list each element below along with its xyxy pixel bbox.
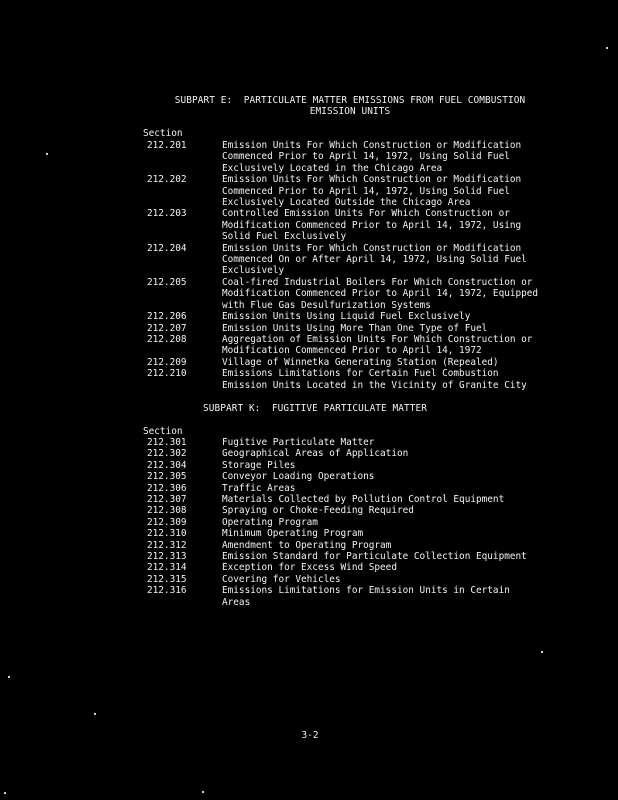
section-title: Emission Units For Which Construction or Modification Commenced On or After April 14, 1972, Using Solid Fuel Exclusively xyxy=(222,242,527,277)
toc-entry xyxy=(147,334,587,357)
section-number: 212.201 xyxy=(147,140,187,151)
scan-speck xyxy=(606,47,608,49)
section-title: Traffic Areas xyxy=(222,482,296,494)
subpart-e-section-label: Section xyxy=(143,128,183,139)
section-number: 212.210 xyxy=(147,368,187,380)
scan-speck xyxy=(94,713,96,715)
toc-entry xyxy=(147,471,587,482)
toc-entry xyxy=(147,311,587,322)
toc-entry xyxy=(147,460,587,471)
section-title: Coal-fired Industrial Boilers For Which Construction or Modification Commenced Prior to April 14, 1972, Equipped with Flue Gas Desulfurization Systems xyxy=(222,276,539,311)
section-number: 212.309 xyxy=(147,516,187,528)
section-number: 212.301 xyxy=(147,437,187,448)
section-number: 212.312 xyxy=(147,539,187,551)
section-title: Emission Units For Which Construction or Modification Commenced Prior to April 14, 1972, Using Solid Fuel Exclusively Located in the Chicago Area xyxy=(222,140,522,174)
section-number: 212.207 xyxy=(147,322,187,334)
toc-entry xyxy=(147,483,587,494)
section-title: Aggregation of Emission Units For Which Construction or Modification Commenced Prior to April 14, 1972 xyxy=(222,333,533,357)
toc-entry xyxy=(147,174,587,208)
subpart-k-toc xyxy=(147,437,587,608)
section-title: Materials Collected by Pollution Control Equipment xyxy=(222,494,505,506)
toc-entry xyxy=(147,140,587,174)
section-title: Emissions Limitations for Emission Units in Certain Areas xyxy=(222,585,510,608)
scan-speck xyxy=(8,676,10,678)
toc-entry xyxy=(147,585,587,608)
section-title: Village of Winnetka Generating Station (Repealed) xyxy=(222,356,499,368)
scan-speck xyxy=(4,792,6,794)
scan-speck xyxy=(202,791,204,793)
section-title: Emission Units For Which Construction or Modification Commenced Prior to April 14, 1972, Using Solid Fuel Exclusively Located Outside the Chicago Area xyxy=(222,174,522,209)
toc-entry xyxy=(147,562,587,573)
toc-entry xyxy=(147,448,587,459)
section-title: Emission Standard for Particulate Collection Equipment xyxy=(222,551,527,563)
section-number: 212.206 xyxy=(147,311,187,323)
toc-entry xyxy=(147,517,587,528)
section-number: 212.304 xyxy=(147,459,187,471)
subpart-k-section-label: Section xyxy=(143,426,183,437)
section-number: 212.305 xyxy=(147,471,187,483)
section-number: 212.203 xyxy=(147,208,187,220)
section-title: Exception for Excess Wind Speed xyxy=(222,562,397,574)
subpart-k-title: SUBPART K: FUGITIVE PARTICULATE MATTER xyxy=(202,403,428,414)
scan-speck xyxy=(541,651,543,653)
section-title: Emission Units Using More Than One Type of Fuel xyxy=(222,322,488,334)
page-number: 3-2 xyxy=(301,730,319,741)
toc-entry xyxy=(147,551,587,562)
toc-entry xyxy=(147,357,587,368)
subpart-e-toc xyxy=(147,140,587,391)
section-title: Emissions Limitations for Certain Fuel Combustion Emission Units Located in the Vicinity of Granite City xyxy=(222,368,527,391)
section-title: Controlled Emission Units For Which Construction or Modification Commenced Prior to April 14, 1972, Using Solid Fuel Exclusively xyxy=(222,208,522,243)
section-number: 212.315 xyxy=(147,573,187,585)
section-number: 212.306 xyxy=(147,482,187,494)
section-number: 212.313 xyxy=(147,551,187,563)
scan-speck xyxy=(46,153,48,155)
toc-entry xyxy=(147,243,587,277)
toc-entry xyxy=(147,277,587,311)
toc-entry xyxy=(147,494,587,505)
toc-entry xyxy=(147,540,587,551)
section-title: Spraying or Choke-Feeding Required xyxy=(222,505,414,517)
toc-entry xyxy=(147,208,587,242)
section-number: 212.308 xyxy=(147,505,187,517)
section-title: Fugitive Particulate Matter xyxy=(222,437,375,448)
section-number: 212.204 xyxy=(147,242,187,254)
section-title: Conveyor Loading Operations xyxy=(222,471,375,483)
subpart-e-title: SUBPART E: PARTICULATE MATTER EMISSIONS FROM FUEL COMBUSTION xyxy=(174,95,526,106)
section-number: 212.314 xyxy=(147,562,187,574)
section-number: 212.209 xyxy=(147,356,187,368)
section-title: Amendment to Operating Program xyxy=(222,539,392,551)
section-title: Minimum Operating Program xyxy=(222,528,364,540)
section-number: 212.302 xyxy=(147,448,187,460)
section-number: 212.310 xyxy=(147,528,187,540)
section-number: 212.316 xyxy=(147,585,187,597)
section-number: 212.208 xyxy=(147,333,187,345)
toc-entry xyxy=(147,368,587,391)
toc-entry xyxy=(147,437,587,448)
section-title: Storage Piles xyxy=(222,459,296,471)
section-title: Operating Program xyxy=(222,516,318,528)
section-title: Covering for Vehicles xyxy=(222,573,341,585)
section-title: Emission Units Using Liquid Fuel Exclusively xyxy=(222,311,471,323)
subpart-e-subtitle: EMISSION UNITS xyxy=(309,106,391,117)
toc-entry xyxy=(147,528,587,539)
section-number: 212.205 xyxy=(147,276,187,288)
toc-entry xyxy=(147,505,587,516)
toc-entry xyxy=(147,574,587,585)
section-number: 212.307 xyxy=(147,494,187,506)
section-number: 212.202 xyxy=(147,174,187,186)
toc-entry xyxy=(147,323,587,334)
section-title: Geographical Areas of Application xyxy=(222,448,409,460)
